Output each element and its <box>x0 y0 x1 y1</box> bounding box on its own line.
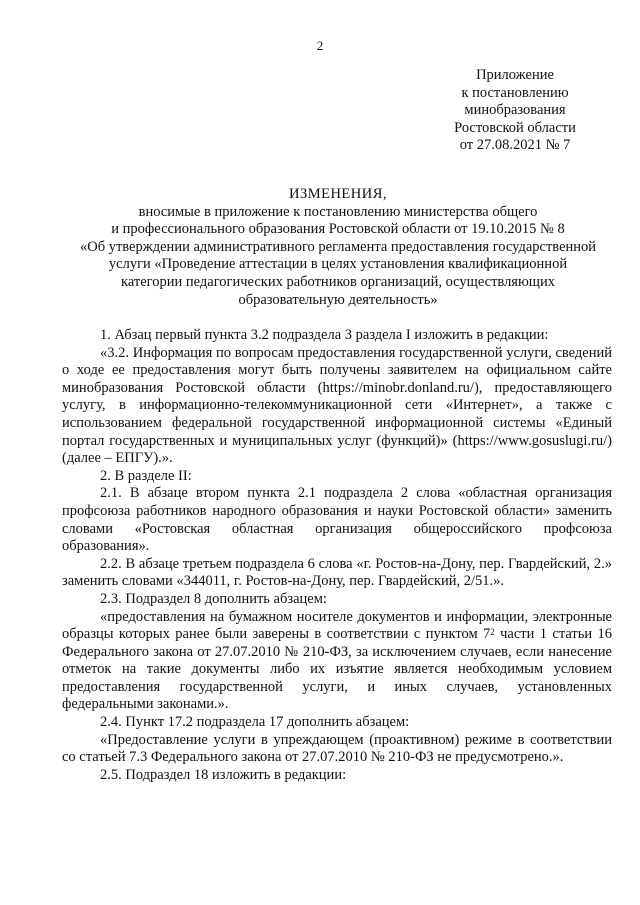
paragraph-part: «предоставления на бумажном носителе документов и информации, электронные образцы которых ранее были заверены в соответствии с пунктом 7 <box>62 608 612 643</box>
superscript: 2 <box>490 627 495 638</box>
appendix-line: Ростовской области <box>454 119 576 136</box>
paragraph: 2.1. В абзаце втором пункта 2.1 подраздела 2 слова «областная организация профсоюза работников народного образования и науки Ростовской области» заменить словами «Ростовская областная организация общероссийского профсоюза образования». <box>62 485 612 555</box>
title-line: и профессионального образования Ростовской области от 19.10.2015 № 8 <box>111 221 565 238</box>
paragraph-part: части 1 статьи 16 Федерального закона от 27.07.2010 № 210-ФЗ, за исключением случаев, если нанесение отметок на такие документы либо их изъятие является необходимым условием предоставления государственной услуги, и иных случаев, установленных федеральными законами.». <box>62 626 612 713</box>
appendix-header <box>420 67 610 155</box>
appendix-line: к постановлению <box>461 84 569 101</box>
paragraph: 2.2. В абзаце третьем подраздела 6 слова «г. Ростов-на-Дону, пер. Гвардейский, 2.» заменить словами «344011, г. Ростов-на-Дону, пер. Гвардейский, 2/51.». <box>62 555 612 590</box>
title-line: вносимые в приложение к постановлению министерства общего <box>138 203 538 220</box>
paragraph: 1. Абзац первый пункта 3.2 подраздела 3 раздела I изложить в редакции: <box>100 327 549 343</box>
document-body <box>62 327 612 784</box>
appendix-line: минобразования <box>464 102 566 119</box>
page-number: 2 <box>316 38 324 53</box>
paragraph: 2.3. Подраздел 8 дополнить абзацем: <box>100 590 327 607</box>
paragraph: 2.4. Пункт 17.2 подраздела 17 дополнить абзацем: <box>100 714 410 731</box>
paragraph <box>62 609 612 715</box>
appendix-line: от 27.08.2021 № 7 <box>459 137 571 154</box>
paragraph: «Предоставление услуги в упреждающем (проактивном) режиме в соответствии со статьей 7.3 Федерального закона от 27.07.2010 № 210-ФЗ не предусмотрено.». <box>62 731 612 766</box>
paragraph: 2. В разделе II: <box>100 467 192 484</box>
title-line: «Об утверждении административного регламента предоставления государственной <box>79 238 597 255</box>
title-line: услуги «Проведение аттестации в целях установления квалификационной <box>108 256 568 273</box>
title-line: образовательную деятельность» <box>238 291 438 308</box>
paragraph: «3.2. Информация по вопросам предоставления государственной услуги, сведений о ходе ее предоставления могут быть получены заявителем на официальном сайте минобразования Ростовской области (https://minobr.donland.ru/), предоставляющего услугу, в информационно-телекоммуникационной сети «Интернет», а также с использованием федеральной государственной информационной системы «Единый портал государственных и муниципальных услуг (функций)» (https://www.gosuslugi.ru/) (далее – ЕПГУ).». <box>62 344 612 467</box>
title-line: категории педагогических работников организаций, осуществляющих <box>121 273 555 290</box>
paragraph: 2.5. Подраздел 18 изложить в редакции: <box>100 766 347 783</box>
appendix-line: Приложение <box>476 67 554 83</box>
document-title <box>60 186 616 309</box>
title-heading: ИЗМЕНЕНИЯ, <box>288 186 388 202</box>
